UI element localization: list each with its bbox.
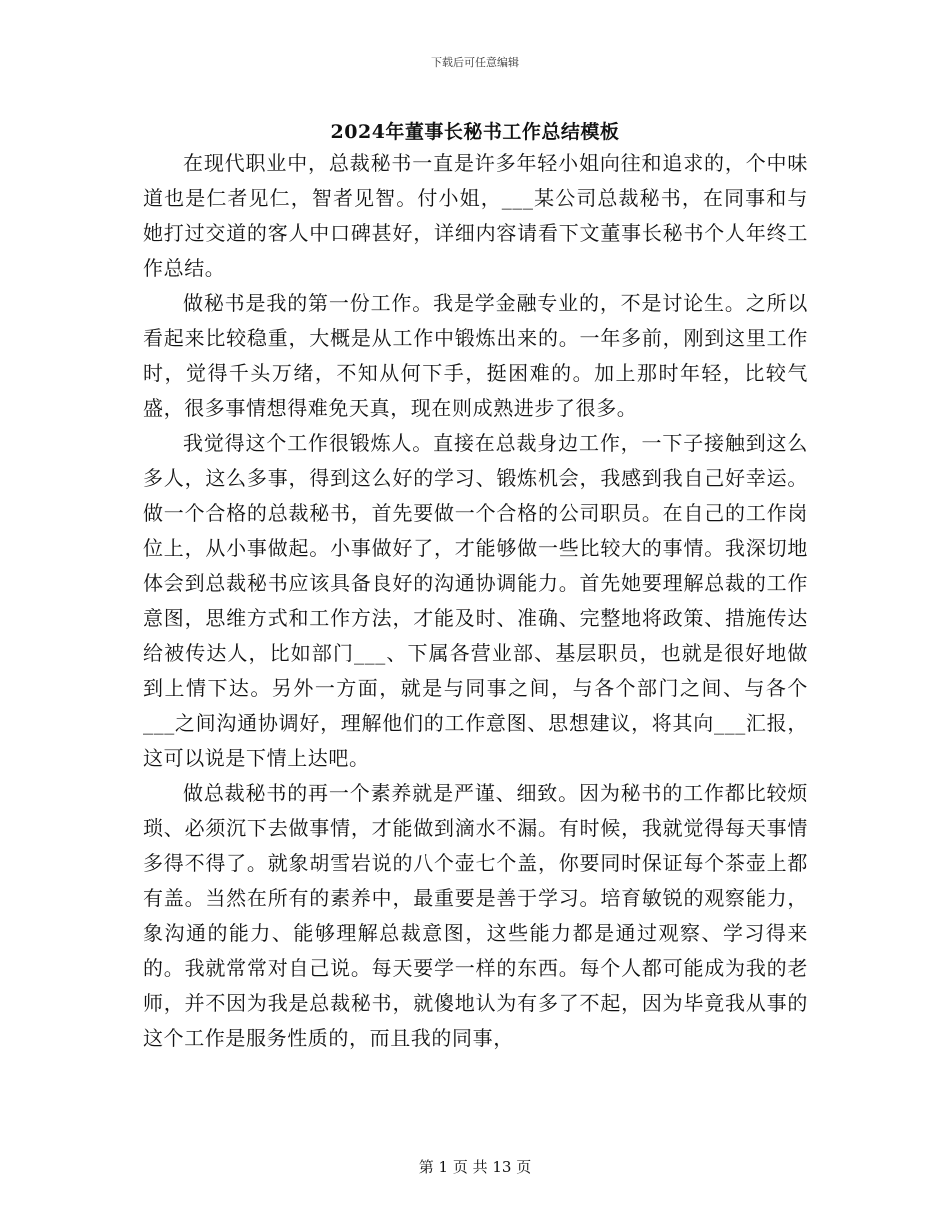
paragraph-1: 在现代职业中，总裁秘书一直是许多年轻小姐向往和追求的，个中味道也是仁者见仁，智者见智。付小姐，___某公司总裁秘书，在同事和与她打过交道的客人中口碑甚好，详细内容请看下文董事长秘书个人年终工作总结。 [143,151,808,280]
paragraph-3: 我觉得这个工作很锻炼人。直接在总裁身边工作，一下子接触到这么多人，这么多事，得到这么好的学习、锻炼机会，我感到我自己好幸运。做一个合格的总裁秘书，首先要做一个合格的公司职员。在自己的工作岗位上，从小事做起。小事做好了，才能够做一些比较大的事情。我深切地体会到总裁秘书应该具备良好的沟通协调能力。首先她要理解总裁的工作意图，思维方式和工作方法，才能及时、准确、完整地将政策、措施传达给被传达人，比如部门___、下属各营业部、基层职员，也就是很好地做到上情下达。另外一方面，就是与同事之间，与各个部门之间、与各个___之间沟通协调好，理解他们的工作意图、思想建议，将其向___汇报，这可以说是下情上达吧。 [143,431,808,770]
paragraph-4: 做总裁秘书的再一个素养就是严谨、细致。因为秘书的工作都比较烦琐、必须沉下去做事情，才能做到滴水不漏。有时候，我就觉得每天事情多得不得了。就象胡雪岩说的八个壶七个盖，你要同时保证每个茶壶上都有盖。当然在所有的素养中，最重要是善于学习。培育敏锐的观察能力，象沟通的能力、能够理解总裁意图，这些能力都是通过观察、学习得来的。我就常常对自己说。每天要学一样的东西。每个人都可能成为我的老师，并不因为我是总裁秘书，就傻地认为有多了不起，因为毕竟我从事的这个工作是服务性质的，而且我的同事， [143,781,808,1050]
paragraph-2: 做秘书是我的第一份工作。我是学金融专业的，不是讨论生。之所以看起来比较稳重，大概是从工作中锻炼出来的。一年多前，刚到这里工作时，觉得千头万绪，不知从何下手，挺困难的。加上那时年轻，比较气盛，很多事情想得难免天真，现在则成熟进步了很多。 [143,291,808,420]
page-number-footer: 第 1 页 共 13 页 [418,1158,532,1176]
document-body [143,146,808,1056]
document-title: 2024年董事长秘书工作总结模板 [330,121,620,143]
page-header-note: 下载后可任意编辑 [431,56,519,69]
